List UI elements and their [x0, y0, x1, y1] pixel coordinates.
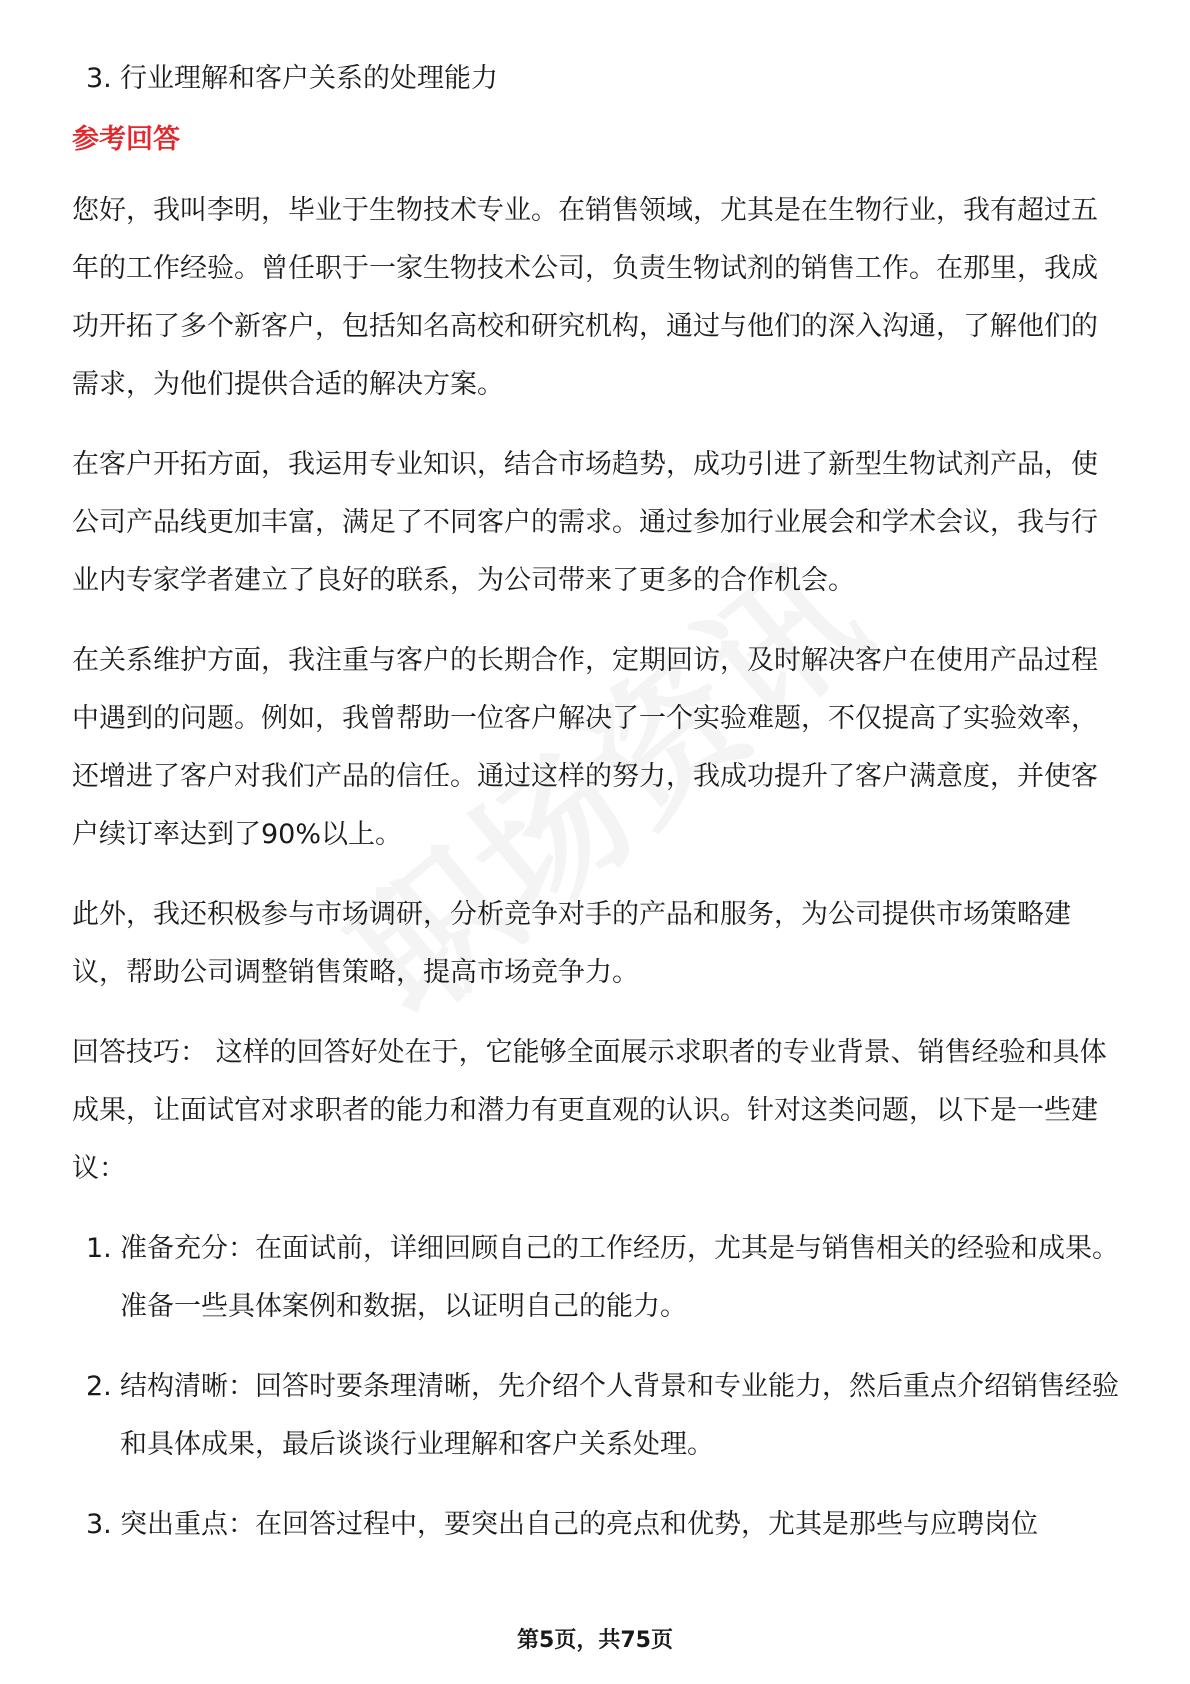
- answer-paragraph: 在客户开拓方面，我运用专业知识，结合市场趋势，成功引进了新型生物试剂产品，使公司产品线更加丰富，满足了不同客户的需求。通过参加行业展会和学术会议，我与行业内专家学者建立了良好的联系，为公司带来了更多的合作机会。: [72, 449, 1098, 596]
- answer-paragraph: 您好，我叫李明，毕业于生物技术专业。在销售领域，尤其是在生物行业，我有超过五年的工作经验。曾任职于一家生物技术公司，负责生物试剂的销售工作。在那里，我成功开拓了多个新客户，包括知名高校和研究机构，通过与他们的深入沟通，了解他们的需求，为他们提供合适的解决方案。: [72, 195, 1098, 400]
- list-number: 3.: [86, 1509, 112, 1540]
- tip-paragraph: 回答技巧： 这样的回答好处在于，它能够全面展示求职者的专业背景、销售经验和具体成果，让面试官对求职者的能力和潜力有更直观的认识。针对这类问题，以下是一些建议：: [72, 1037, 1107, 1184]
- list-number: 2.: [86, 1371, 112, 1402]
- list-number: 1.: [86, 1233, 112, 1264]
- page-content: [72, 50, 1122, 1554]
- section-heading: 参考回答: [72, 124, 180, 155]
- list-text: 突出重点：在回答过程中，要突出自己的亮点和优势，尤其是那些与应聘岗位: [120, 1509, 1038, 1540]
- list-text: 准备充分：在面试前，详细回顾自己的工作经历，尤其是与销售相关的经验和成果。准备一些具体案例和数据，以证明自己的能力。: [120, 1233, 1119, 1322]
- list-item: [72, 50, 1122, 108]
- list-number: 3.: [86, 63, 112, 94]
- page-footer: 第5页，共75页: [517, 1628, 673, 1653]
- list-text: 行业理解和客户关系的处理能力: [120, 63, 498, 94]
- tips-list: [72, 1220, 1122, 1554]
- answer-paragraph: 在关系维护方面，我注重与客户的长期合作，定期回访，及时解决客户在使用产品过程中遇到的问题。例如，我曾帮助一位客户解决了一个实验难题，不仅提高了实验效率，还增进了客户对我们产品的信任。通过这样的努力，我成功提升了客户满意度，并使客户续订率达到了90%以上。: [72, 645, 1098, 850]
- answer-paragraph: 此外，我还积极参与市场调研，分析竞争对手的产品和服务，为公司提供市场策略建议，帮助公司调整销售策略，提高市场竞争力。: [72, 899, 1071, 988]
- list-item: [72, 1220, 1122, 1336]
- list-item: [72, 1358, 1122, 1474]
- list-item: [72, 1496, 1122, 1554]
- list-text: 结构清晰：回答时要条理清晰，先介绍个人背景和专业能力，然后重点介绍销售经验和具体成果，最后谈谈行业理解和客户关系处理。: [120, 1371, 1119, 1460]
